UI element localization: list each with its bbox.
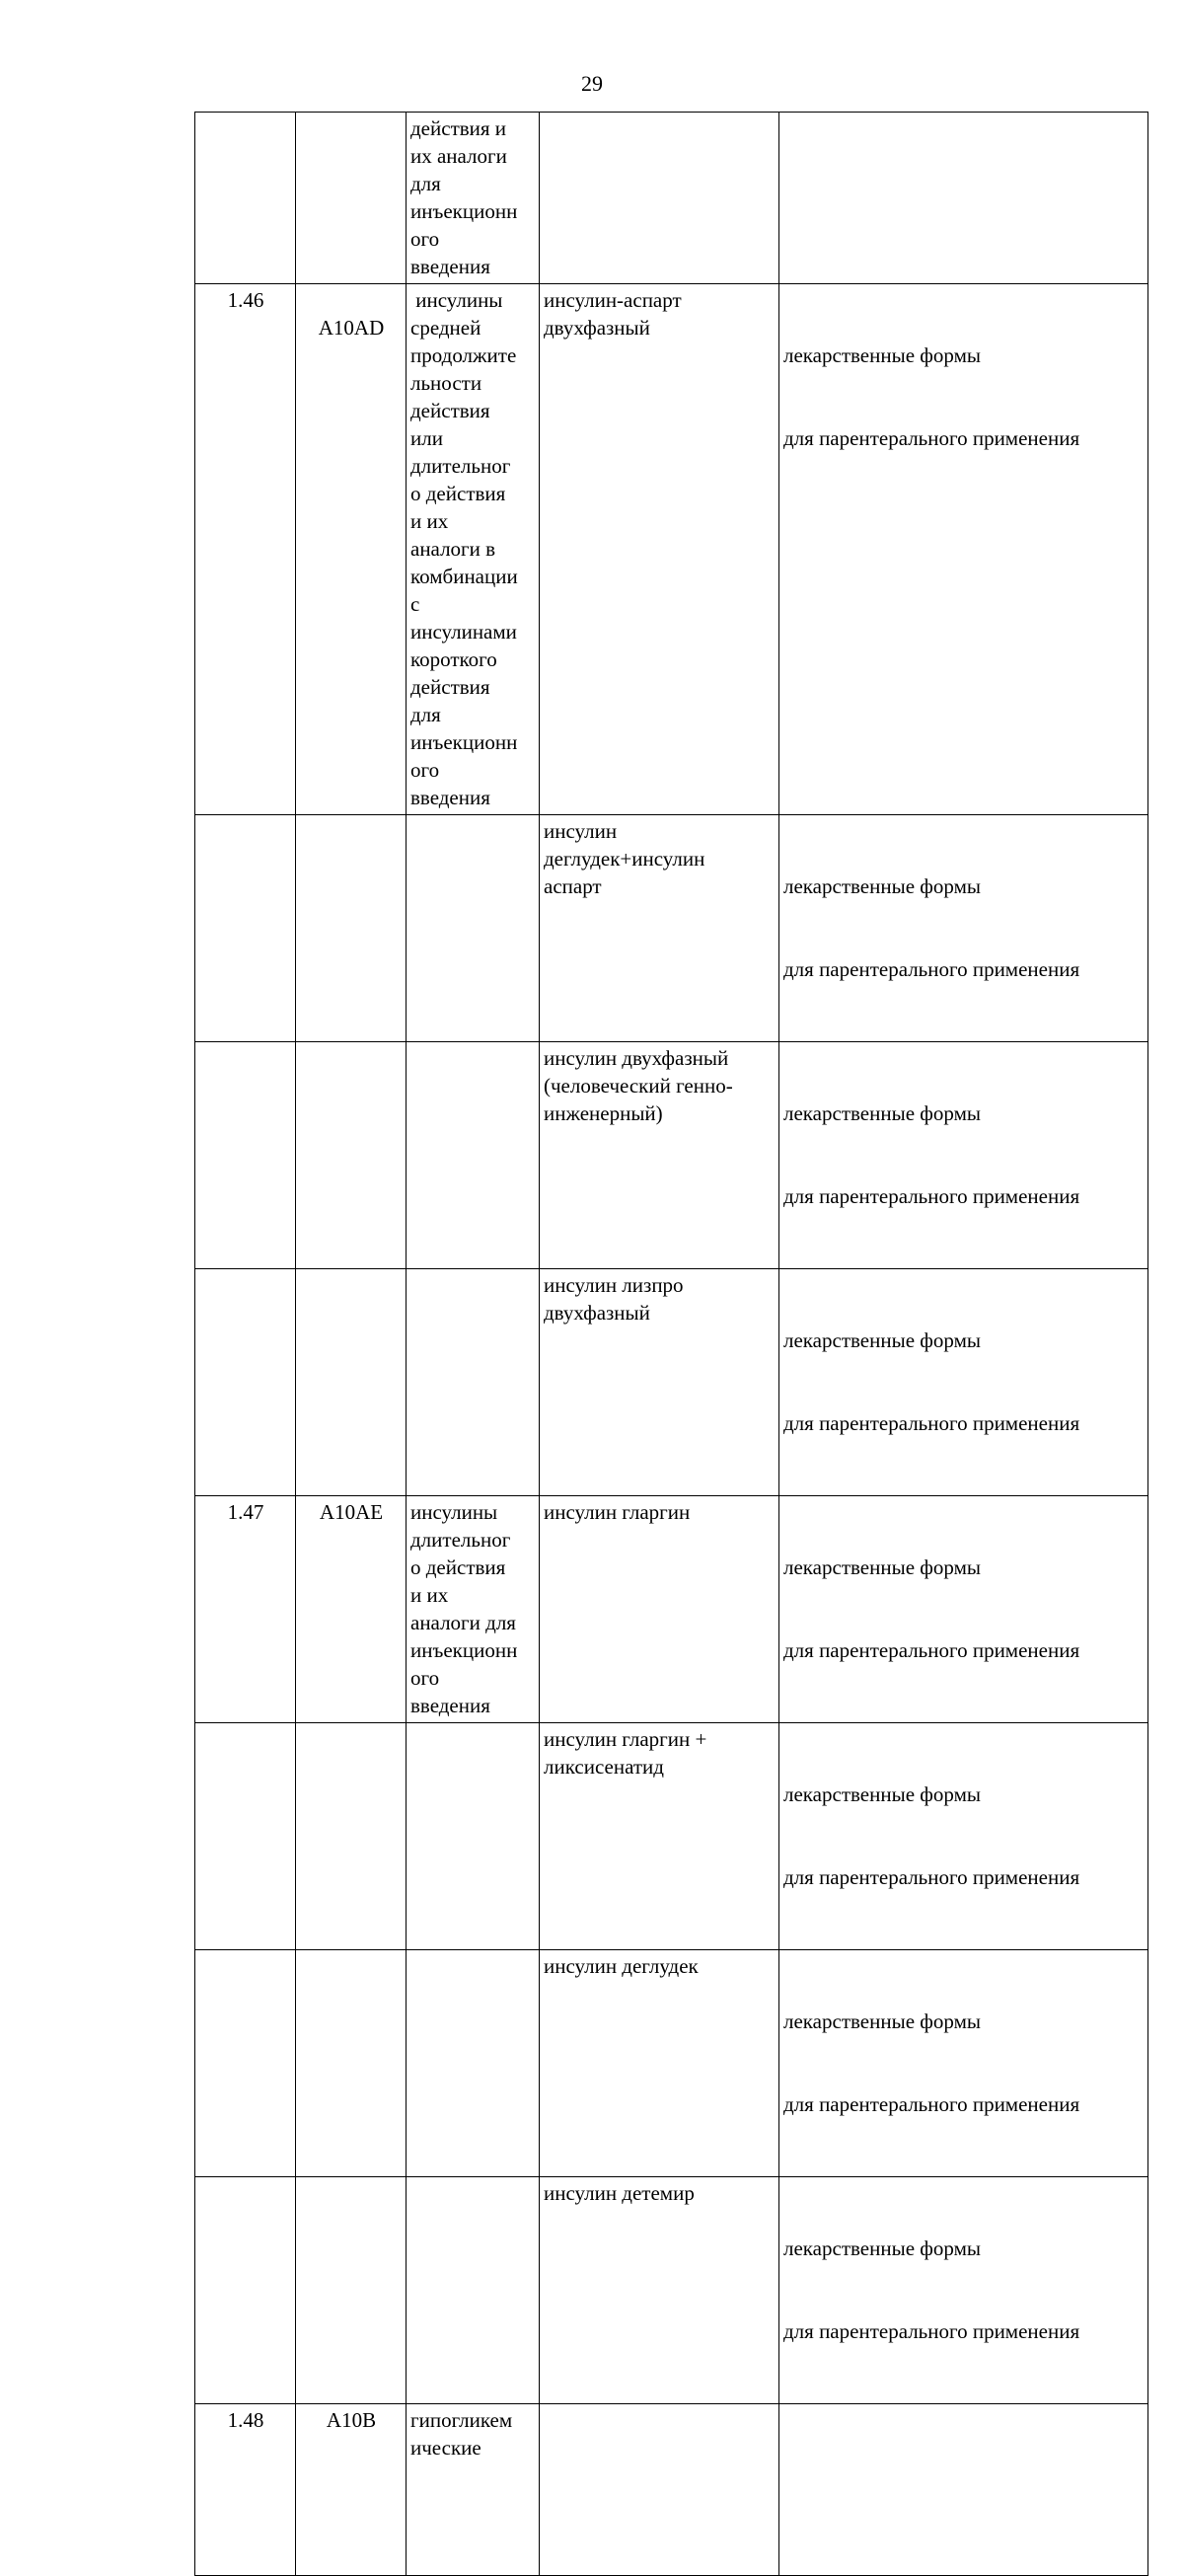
table-row <box>195 1042 1148 1269</box>
dosage-form <box>779 1269 1148 1496</box>
table-row <box>195 1723 1148 1950</box>
dosage-form-line: для парентерального применения <box>783 2092 1080 2116</box>
row-number <box>195 2177 296 2404</box>
table-row <box>195 284 1148 815</box>
dosage-form <box>779 2177 1148 2404</box>
dosage-form <box>779 1723 1148 1950</box>
dosage-form <box>779 1496 1148 1723</box>
atc-group: инсулины средней продолжите льности действия или длительног о действия и их аналоги в комбинации с инсулинами короткого действия для инъекционн ого введения <box>407 284 540 815</box>
dosage-form-line: для парентерального применения <box>783 2319 1080 2343</box>
table-row <box>195 1950 1148 2177</box>
atc-code: A10AD <box>296 284 407 815</box>
drug-name: инсулин двухфазный (человеческий генно- инженерный) <box>540 1042 779 1269</box>
row-number: 1.46 <box>195 284 296 815</box>
dosage-form-line: лекарственные формы <box>783 1782 981 1806</box>
atc-group <box>407 1950 540 2177</box>
atc-group <box>407 815 540 1042</box>
dosage-form-line: для парентерального применения <box>783 1638 1080 1662</box>
atc-group: инсулины длительног о действия и их аналоги для инъекционн ого введения <box>407 1496 540 1723</box>
dosage-form-line: лекарственные формы <box>783 2009 981 2033</box>
atc-group: гипогликем ические <box>407 2404 540 2576</box>
dosage-form-line: лекарственные формы <box>783 1328 981 1352</box>
atc-code <box>296 815 407 1042</box>
drug-name: инсулин лизпро двухфазный <box>540 1269 779 1496</box>
dosage-form-line: для парентерального применения <box>783 1865 1080 1889</box>
dosage-form-line: лекарственные формы <box>783 2236 981 2260</box>
atc-code <box>296 2177 407 2404</box>
dosage-form-line: лекарственные формы <box>783 1101 981 1125</box>
dosage-form <box>779 2404 1148 2576</box>
drug-name <box>540 113 779 284</box>
drug-name: инсулин гларгин <box>540 1496 779 1723</box>
row-number <box>195 113 296 284</box>
drug-name: инсулин деглудек+инсулин аспарт <box>540 815 779 1042</box>
atc-group <box>407 1269 540 1496</box>
row-number <box>195 1042 296 1269</box>
dosage-form <box>779 1042 1148 1269</box>
drug-table <box>194 112 1148 2576</box>
dosage-form-line: для парентерального применения <box>783 957 1080 981</box>
dosage-form-line: для парентерального применения <box>783 426 1080 450</box>
drug-name: инсулин-аспарт двухфазный <box>540 284 779 815</box>
row-number <box>195 1269 296 1496</box>
table-row <box>195 2404 1148 2576</box>
table-row <box>195 815 1148 1042</box>
atc-code <box>296 1723 407 1950</box>
dosage-form-line: лекарственные формы <box>783 1555 981 1579</box>
dosage-form-line: лекарственные формы <box>783 343 981 367</box>
drug-table-body <box>195 113 1148 2576</box>
drug-name: инсулин детемир <box>540 2177 779 2404</box>
dosage-form <box>779 113 1148 284</box>
dosage-form-line: лекарственные формы <box>783 874 981 898</box>
dosage-form <box>779 815 1148 1042</box>
dosage-form-line: для парентерального применения <box>783 1184 1080 1208</box>
dosage-form <box>779 1950 1148 2177</box>
drug-name <box>540 2404 779 2576</box>
atc-group <box>407 1042 540 1269</box>
dosage-form-line: для парентерального применения <box>783 1411 1080 1435</box>
dosage-form <box>779 284 1148 815</box>
table-row <box>195 1496 1148 1723</box>
row-number <box>195 1723 296 1950</box>
table-row <box>195 2177 1148 2404</box>
table-row <box>195 1269 1148 1496</box>
atc-group <box>407 1723 540 1950</box>
table-row <box>195 113 1148 284</box>
row-number: 1.48 <box>195 2404 296 2576</box>
drug-name: инсулин деглудек <box>540 1950 779 2177</box>
drug-name: инсулин гларгин + ликсисенатид <box>540 1723 779 1950</box>
row-number <box>195 815 296 1042</box>
atc-code <box>296 1042 407 1269</box>
atc-code <box>296 1950 407 2177</box>
row-number: 1.47 <box>195 1496 296 1723</box>
atc-group: действия и их аналоги для инъекционн ого введения <box>407 113 540 284</box>
atc-code <box>296 1269 407 1496</box>
row-number <box>195 1950 296 2177</box>
atc-code: A10B <box>296 2404 407 2576</box>
atc-code: A10AE <box>296 1496 407 1723</box>
page-number: 29 <box>581 71 603 96</box>
atc-group <box>407 2177 540 2404</box>
atc-code <box>296 113 407 284</box>
